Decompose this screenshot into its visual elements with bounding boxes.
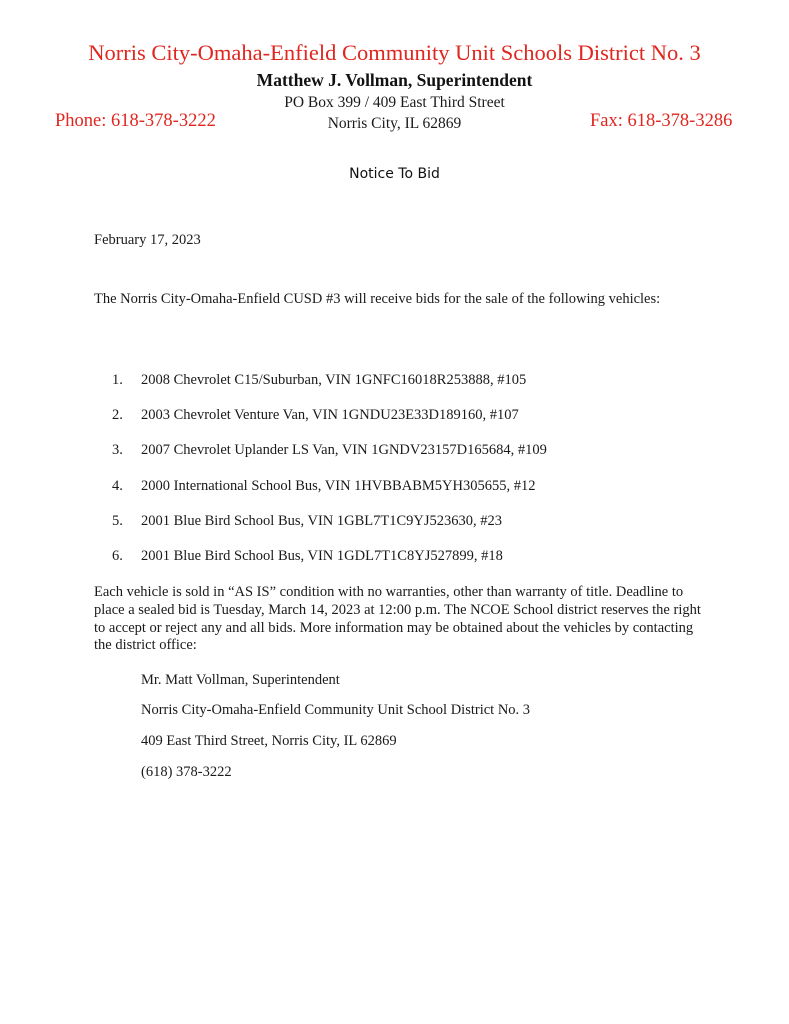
vehicle-number: 3. bbox=[112, 442, 123, 458]
phone-number: Phone: 618-378-3222 bbox=[55, 111, 216, 131]
document-title: Notice To Bid bbox=[349, 166, 440, 182]
address-line-2: Norris City, IL 62869 bbox=[327, 115, 462, 132]
vehicle-item: 2001 Blue Bird School Bus, VIN 1GBL7T1C9YJ523630, #23 bbox=[141, 513, 503, 529]
vehicle-item: 2003 Chevrolet Venture Van, VIN 1GNDU23E33D189160, #107 bbox=[141, 407, 519, 423]
fax-number: Fax: 618-378-3286 bbox=[590, 111, 733, 131]
vehicle-item: 2000 International School Bus, VIN 1HVBBABM5YH305655, #12 bbox=[141, 478, 536, 494]
document-date: February 17, 2023 bbox=[94, 232, 201, 248]
vehicle-number: 4. bbox=[112, 478, 123, 494]
vehicle-number: 6. bbox=[112, 548, 123, 564]
contact-organization: Norris City-Omaha-Enfield Community Unit School District No. 3 bbox=[141, 702, 531, 718]
address-line-1: PO Box 399 / 409 East Third Street bbox=[284, 94, 505, 111]
contact-address: 409 East Third Street, Norris City, IL 62869 bbox=[141, 733, 397, 749]
vehicle-item: 2007 Chevrolet Uplander LS Van, VIN 1GNDV23157D165684, #109 bbox=[141, 442, 547, 458]
vehicle-item: 2001 Blue Bird School Bus, VIN 1GDL7T1C8YJ527899, #18 bbox=[141, 548, 503, 564]
vehicle-number: 1. bbox=[112, 372, 123, 388]
vehicle-item: 2008 Chevrolet C15/Suburban, VIN 1GNFC16018R253888, #105 bbox=[141, 372, 527, 388]
vehicle-number: 5. bbox=[112, 513, 123, 529]
intro-paragraph: The Norris City-Omaha-Enfield CUSD #3 will receive bids for the sale of the following vehicles: bbox=[94, 291, 661, 307]
closing-paragraph: Each vehicle is sold in “AS IS” condition with no warranties, other than warranty of title. Deadline to place a sealed bid is Tuesday, March 14, 2023 at 12:00 p.m. The NCOE School district reserves the right to accept or reject any and all bids. More information may be obtained about the vehicles by contacting the district office: bbox=[94, 584, 701, 654]
vehicle-number: 2. bbox=[112, 407, 123, 423]
district-name: Norris City-Omaha-Enfield Community Unit Schools District No. 3 bbox=[88, 40, 701, 65]
superintendent-name: Matthew J. Vollman, Superintendent bbox=[256, 70, 533, 90]
contact-name: Mr. Matt Vollman, Superintendent bbox=[141, 672, 340, 688]
contact-phone: (618) 378-3222 bbox=[141, 764, 232, 780]
